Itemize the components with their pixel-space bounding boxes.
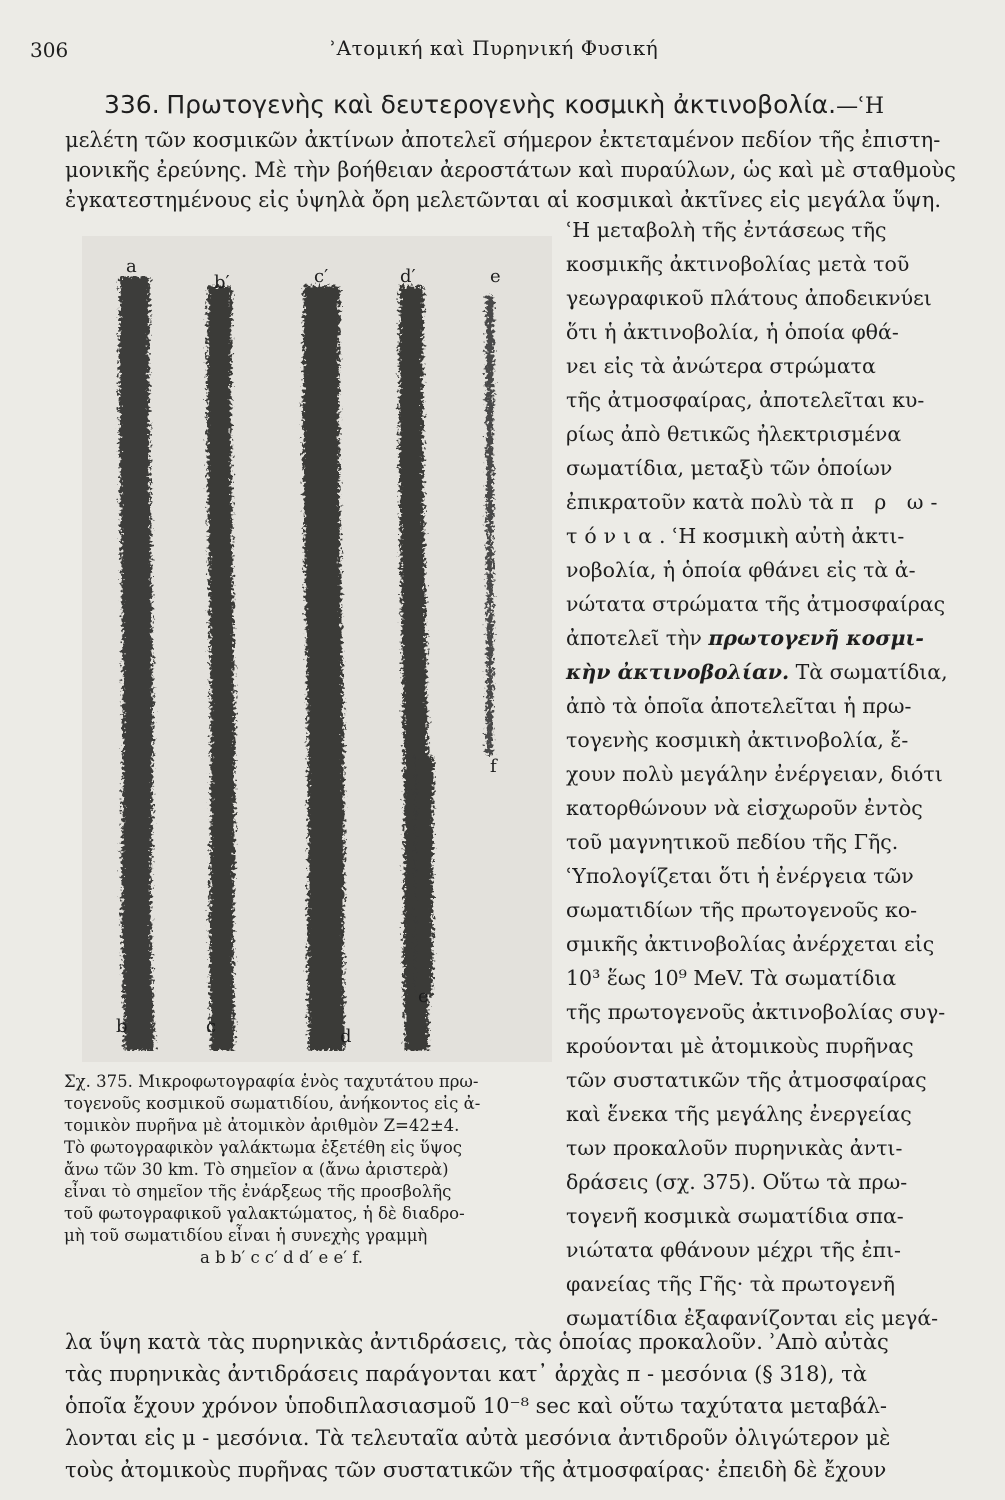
caption-line-8: a b b′ c c′ d d′ e e′ f.: [200, 1248, 364, 1267]
intro-line-1: μελέτη τῶν κοσμικῶν ἀκτίνων ἀποτελεῖ σήμερον ἐκτεταμένον πεδίον τῆς ἐπιστη-: [65, 128, 941, 152]
caption-line-2: τομικὸν πυρῆνα μὲ ἀτομικὸν ἀριθμὸν Z=42±4.: [64, 1116, 460, 1135]
track-b-c: [207, 286, 235, 1051]
column-line: τογενῆ κοσμικὰ σωματίδια σπα-: [566, 1204, 904, 1228]
column-line: σωματιδίων τῆς πρωτογενοῦς κο-: [566, 898, 918, 922]
intro-line-0: —ʿΗ: [836, 94, 885, 119]
label-e: e: [418, 986, 429, 1007]
label-c-prime: c′: [314, 266, 329, 287]
column-line: κατορθώνουν νὰ εἰσχωροῦν ἐντὸς: [566, 796, 923, 820]
running-title: ʾΑτομική καὶ Πυρηνική Φυσική: [330, 36, 659, 60]
column-line: τῆς πρωτογενοῦς ἀκτινοβολίας συγ-: [566, 1000, 946, 1024]
label-d-prime: d′: [400, 266, 416, 287]
column-line: ὅτι ἡ ἀκτινοβολία, ἡ ὁποία φθά-: [566, 320, 899, 344]
cosmic-ray-tracks-photo: [82, 236, 552, 1062]
section-heading-line: [104, 90, 884, 119]
intro-line-3: ἐγκατεστημένους εἰς ὑψηλὰ ὄρη μελετῶνται αἱ κοσμικαὶ ἀκτῖνες εἰς μεγάλα ὕψη.: [65, 188, 942, 212]
column-line-part: Τὰ σωματίδια,: [789, 660, 948, 684]
label-d: d: [340, 1026, 352, 1047]
column-line: τῶν συστατικῶν τῆς ἀτμοσφαίρας: [566, 1068, 927, 1092]
section-number: 336.: [104, 90, 160, 119]
column-line: τῆς ἀτμοσφαίρας, ἀποτελεῖται κυ-: [566, 388, 925, 412]
caption-line-1: τογενοῦς κοσμικοῦ σωματιδίου, ἀνήκοντος εἰς ἀ-: [64, 1094, 481, 1113]
column-line: σμικῆς ἀκτινοβολίας ἀνέρχεται εἰς: [566, 932, 935, 956]
track-e-f: [486, 296, 494, 756]
column-line-part: . ʿΗ κοσμικὴ αὐτὴ ἀκτι-: [659, 524, 905, 548]
column-line-part: ἀποτελεῖ τὴν: [566, 626, 702, 650]
column-line: χουν πολὺ μεγάλην ἐνέργειαν, διότι: [566, 762, 943, 786]
column-line: φανείας τῆς Γῆς· τὰ πρωτογενῆ: [566, 1272, 896, 1296]
label-e-top: e: [490, 266, 501, 287]
column-line: ρίως ἀπὸ θετικῶς ἠλεκτρισμένα: [566, 422, 902, 446]
bottom-line-1: τὰς πυρηνικὰς ἀντιδράσεις παράγονται κατ᾿ ἀρχὰς π - μεσόνια (§ 318), τὰ: [65, 1362, 867, 1386]
column-line: νοβολία, ἡ ὁποία φθάνει εἰς τὰ ἀ-: [566, 558, 916, 582]
label-b: b: [116, 1016, 128, 1037]
caption-line-0: Σχ. 375. Μικροφωτογραφία ἑνὸς ταχυτάτου πρω-: [64, 1072, 479, 1091]
spaced-word: π ρ ω-: [840, 490, 945, 514]
right-column: [566, 218, 966, 1296]
column-line: κοσμικῆς ἀκτινοβολίας μετὰ τοῦ: [566, 252, 910, 276]
column-line: δράσεις (σχ. 375). Οὕτω τὰ πρω-: [566, 1170, 908, 1194]
column-line: καὶ ἕνεκα τῆς μεγάλης ἐνεργείας: [566, 1102, 912, 1126]
label-c: c: [206, 1016, 217, 1037]
column-line: τοῦ μαγνητικοῦ πεδίου τῆς Γῆς.: [566, 830, 899, 854]
column-line: [566, 626, 924, 650]
column-line: ἀπὸ τὰ ὁποῖα ἀποτελεῖται ἡ πρω-: [566, 694, 912, 718]
caption-line-5: εἶναι τὸ σημεῖον τῆς ἐνάρξεως τῆς προσβολῆς: [64, 1182, 452, 1201]
column-line: νιώτατα φθάνουν μέχρι τῆς ἐπι-: [566, 1238, 901, 1262]
column-line: ʿΗ μεταβολὴ τῆς ἐντάσεως τῆς: [566, 218, 887, 242]
section-title: Πρωτογενὴς καὶ δευτερογενὴς κοσμικὴ ἀκτινοβολία.: [166, 90, 837, 119]
column-line: γεωγραφικοῦ πλάτους ἀποδεικνύει: [566, 286, 932, 310]
caption-line-6: τοῦ φωτογραφικοῦ γαλακτώματος, ἡ δὲ διαδρο-: [64, 1204, 465, 1223]
column-line: ʿΥπολογίζεται ὅτι ἡ ἐνέργεια τῶν: [566, 864, 914, 888]
column-line: κρούονται μὲ ἀτομικοὺς πυρῆνας: [566, 1034, 914, 1058]
track-c-d: [303, 286, 345, 1051]
column-line: των προκαλοῦν πυρηνικὰς ἀντι-: [566, 1136, 903, 1160]
bottom-line-0: λα ὕψη κατὰ τὰς πυρηνικὰς ἀντιδράσεις, τὰς ὁποίας προκαλοῦν. ʾΑπὸ αὐτὰς: [65, 1330, 889, 1354]
bold-term-cont: κὴν ἀκτινοβολίαν.: [566, 660, 790, 684]
column-line: νει εἰς τὰ ἀνώτερα στρώματα: [566, 354, 876, 378]
track-a-b: [119, 276, 154, 1051]
bottom-line-2: ὁποῖα ἔχουν χρόνον ὑποδιπλασιασμοῦ 10⁻⁸ sec καὶ οὕτω ταχύτατα μεταβάλ-: [65, 1394, 887, 1418]
caption-line-7: μὴ τοῦ σωματιδίου εἶναι ἡ συνεχὴς γραμμὴ: [64, 1226, 428, 1245]
caption-line-4: ἄνω τῶν 30 km. Τὸ σημεῖον α (ἄνω ἀριστερὰ): [64, 1160, 449, 1179]
track-f: [414, 756, 434, 996]
spaced-word-cont: τόνια: [566, 524, 660, 548]
column-line-part: ἐπικρατοῦν κατὰ πολὺ τὰ: [566, 490, 834, 514]
caption-line-3: Τὸ φωτογραφικὸν γαλάκτωμα ἐξετέθη εἰς ὕψος: [64, 1138, 462, 1157]
label-b-prime: b′: [214, 272, 230, 293]
column-line: σωματίδια, μεταξὺ τῶν ὁποίων: [566, 456, 893, 480]
column-line: νώτατα στρώματα τῆς ἀτμοσφαίρας: [566, 592, 946, 616]
bottom-line-3: λονται εἰς μ - μεσόνια. Τὰ τελευταῖα αὐτὰ μεσόνια ἀντιδροῦν ὀλιγώτερον μὲ: [65, 1426, 891, 1450]
bold-term: πρωτογενῆ κοσμι-: [708, 626, 924, 650]
column-line: [566, 524, 904, 548]
bottom-line-4: τοὺς ἀτομικοὺς πυρῆνας τῶν συστατικῶν τῆς ἀτμοσφαίρας· ἐπειδὴ δὲ ἔχουν: [65, 1458, 887, 1482]
column-line: [566, 490, 944, 514]
column-line: 10³ ἕως 10⁹ MeV. Τὰ σωματίδια: [566, 966, 897, 990]
intro-line-2: μονικῆς ἐρεύνης. Μὲ τὴν βοήθειαν ἀεροστάτων καὶ πυραύλων, ὡς καὶ μὲ σταθμοὺς: [65, 158, 956, 182]
column-line-last: σωματίδια ἐξαφανίζονται εἰς μεγά-: [566, 1306, 939, 1330]
page-number: 306: [30, 38, 69, 62]
column-line: [566, 660, 948, 684]
figure-375: [82, 236, 552, 1062]
column-line: τογενὴς κοσμικὴ ἀκτινοβολία, ἔ-: [566, 728, 909, 752]
label-f: f: [490, 756, 497, 777]
label-a: a: [126, 256, 137, 277]
